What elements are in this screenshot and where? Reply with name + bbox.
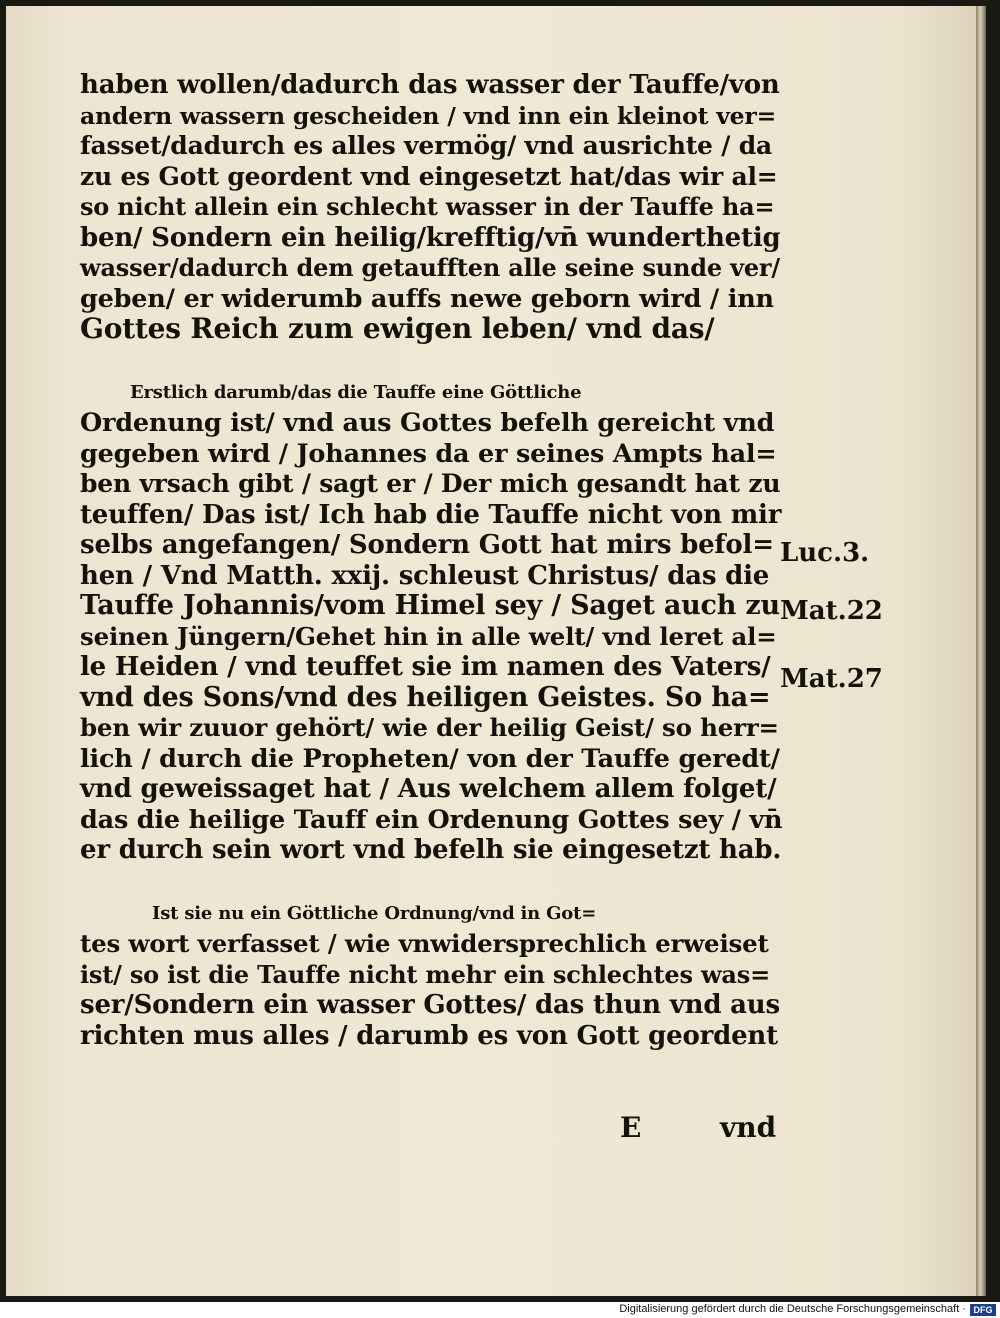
text-line: Erstlich darumb/das die Tauffe eine Göttliche: [130, 381, 582, 403]
text-line: selbs angefangen/ Sondern Gott hat mirs befol=: [80, 530, 774, 560]
text-line: seinen Jüngern/Gehet hin in alle welt/ vnd leret al=: [80, 621, 777, 651]
text-line: geben/ er widerumb auffs newe geborn wird / inn: [80, 283, 774, 314]
text-line: Gottes Reich zum ewigen leben/ vnd das/: [80, 312, 715, 345]
text-line: le Heiden / vnd teuffet sie im namen des Vaters/: [80, 652, 771, 682]
text-line: vnd geweissaget hat / Aus welchem allem folget/: [80, 774, 777, 804]
text-line: vnd des Sons/vnd des heiligen Geistes. So ha=: [80, 681, 771, 713]
text-line: so nicht allein ein schlecht wasser in der Tauffe ha=: [80, 192, 775, 221]
text-line: Ist sie nu ein Göttliche Ordnung/vnd in Got=: [152, 902, 597, 924]
text-line: ben vrsach gibt / sagt er / Der mich gesandt hat zu: [80, 469, 781, 498]
text-line: ser/Sondern ein wasser Gottes/ das thun vnd aus: [80, 990, 780, 1020]
margin-note: Mat.22: [780, 596, 883, 626]
text-line: hen / Vnd Matth. xxij. schleust Christus/ das die: [80, 560, 770, 591]
text-line: wasser/dadurch dem getaufften alle seine sunde ver/: [80, 253, 780, 282]
text-line: Ordenung ist/ vnd aus Gottes befelh gereicht vnd: [80, 408, 775, 438]
margin-note: Mat.27: [780, 664, 883, 694]
text-line: lich / durch die Propheten/ von der Tauffe geredt/: [80, 743, 780, 774]
text-line: er durch sein wort vnd befelh sie eingesetzt hab.: [80, 835, 782, 865]
signature-mark: E: [620, 1111, 642, 1144]
page-edge: [976, 6, 986, 1296]
text-line: ben/ Sondern ein heilig/krefftig/vn̄ wunderthetig: [80, 222, 781, 253]
footer-bar: [0, 1302, 1000, 1318]
text-line: haben wollen/dadurch das wasser der Tauffe/von: [80, 70, 780, 100]
text-line: andern wassern gescheiden / vnd inn ein kleinot ver=: [80, 101, 777, 130]
body-text: [80, 70, 783, 1051]
text-line: ist/ so ist die Tauffe nicht mehr ein schlechtes was=: [80, 959, 770, 989]
text-line: richten mus alles / darumb es von Gott geordent: [80, 1020, 778, 1051]
margin-note: Luc.3.: [780, 538, 870, 568]
text-line: tes wort verfasset / wie vnwidersprechlich erweiset: [80, 929, 769, 958]
dfg-logo: DFG: [970, 1304, 996, 1316]
text-line: das die heilige Tauff ein Ordenung Gottes sey / vn̄: [80, 804, 783, 835]
catchword: vnd: [720, 1111, 777, 1144]
text-line: ben wir zuuor gehört/ wie der heilig Geist/ so herr=: [80, 713, 779, 742]
funding-credit: Digitalisierung gefördert durch die Deutsche Forschungsgemeinschaft ·: [619, 1303, 966, 1315]
text-line: Tauffe Johannis/vom Himel sey / Saget auch zu: [80, 590, 780, 621]
text-line: gegeben wird / Johannes da er seines Ampts hal=: [80, 438, 777, 469]
text-line: zu es Gott geordent vnd eingesetzt hat/das wir al=: [80, 161, 778, 191]
text-line: fasset/dadurch es alles vermög/ vnd ausrichte / da: [80, 131, 772, 160]
text-line: teuffen/ Das ist/ Ich hab die Tauffe nicht von mir: [80, 499, 782, 530]
